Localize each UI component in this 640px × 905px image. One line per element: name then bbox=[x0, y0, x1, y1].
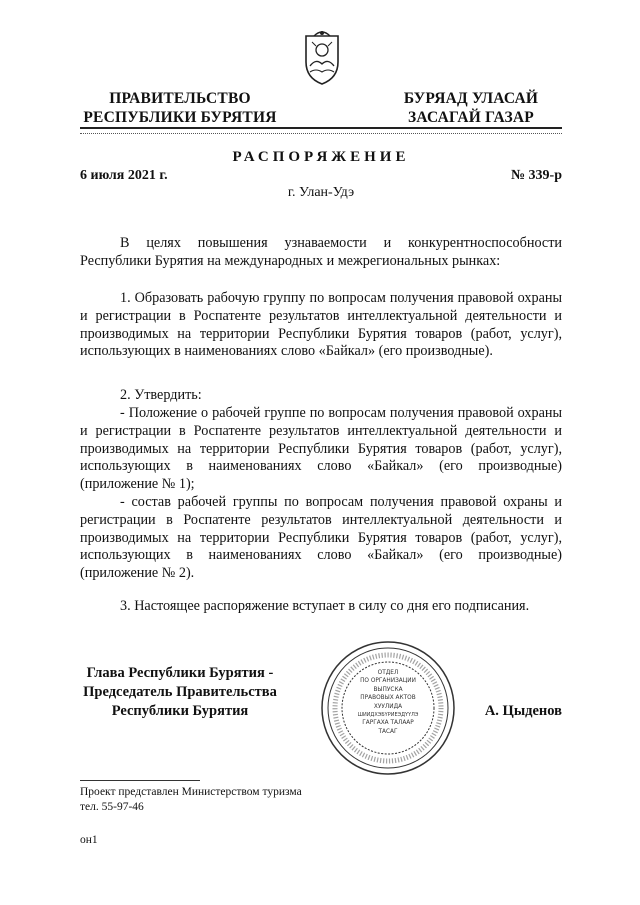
footer-phone: тел. 55-97-46 bbox=[80, 801, 144, 813]
signatory-name: А. Цыденов bbox=[484, 703, 562, 719]
signatory-title bbox=[80, 664, 280, 721]
stamp-line: ГАРГАХА ТАЛААР bbox=[362, 720, 414, 727]
org-name-ru-line2: РЕСПУБЛИКИ БУРЯТИЯ bbox=[83, 109, 277, 126]
item-2-heading: 2. Утвердить: bbox=[120, 387, 202, 403]
document-date: 6 июля 2021 г. bbox=[80, 168, 168, 183]
header-dotted-rule bbox=[80, 133, 562, 134]
header-left bbox=[80, 89, 280, 127]
footer-rule bbox=[80, 780, 200, 781]
footer-block bbox=[80, 785, 480, 815]
item-2-subitem-a: - Положение о рабочей группе по вопросам получения правовой охраны и регистрации в Роспатенте результатов интеллектуальной деятельности и производимых на территории Республики Бурятия товаров (работ, услуг), использующих в наименованиях слово «Байкал» (его производные) (приложение № 1); bbox=[80, 405, 562, 493]
stamp-line: ШИИДХЭБҮРИЕЭДҮҮЛЭ bbox=[357, 712, 419, 719]
footer-project-note: Проект представлен Министерством туризма bbox=[80, 786, 302, 798]
stamp-line: ПРАВОВЫХ АКТОВ bbox=[360, 695, 416, 702]
org-name-ru-line1: ПРАВИТЕЛЬСТВО bbox=[109, 90, 251, 107]
signatory-title-line2: Председатель Правительства bbox=[83, 684, 277, 700]
stamp-line: ОТДЕЛ bbox=[377, 670, 399, 676]
header-right bbox=[380, 89, 562, 127]
item-3-paragraph: 3. Настоящее распоряжение вступает в силу со дня его подписания. bbox=[120, 598, 530, 614]
stamp-line: ПО ОРГАНИЗАЦИИ bbox=[360, 678, 416, 685]
stamp-line: ВЫПУСКА bbox=[373, 686, 403, 693]
document-type-title: РАСПОРЯЖЕНИЕ bbox=[232, 149, 410, 165]
stamp-inner-text bbox=[348, 669, 428, 736]
preamble-paragraph: В целях повышения узнаваемости и конкурентноспособности Республики Бурятия на международных и межрегиональных рынках: bbox=[80, 235, 562, 269]
header-rule bbox=[80, 127, 562, 129]
signatory-title-line3: Республики Бурятия bbox=[111, 703, 249, 719]
item-2-subitem-b: - состав рабочей группы по вопросам получения правовой охраны и регистрации в Роспатенте результатов интеллектуальной деятельности и производимых на территории Республики Бурятия товаров (работ, услуг), использующих в наименованиях слово «Байкал» (его производные) (приложение № 2). bbox=[80, 494, 562, 582]
stamp-line: ХУУЛИДА bbox=[373, 703, 403, 710]
footer-code: он1 bbox=[80, 834, 98, 846]
coat-of-arms-icon bbox=[302, 28, 342, 86]
document-city: г. Улан-Удэ bbox=[287, 185, 355, 200]
document-number: № 339-р bbox=[510, 168, 562, 183]
org-name-bua-line2: ЗАСАГАЙ ГАЗАР bbox=[408, 109, 534, 126]
item-1-paragraph: 1. Образовать рабочую группу по вопросам получения правовой охраны и регистрации в Роспатенте результатов интеллектуальной деятельности и производимых на территории Республики Бурятия товаров (работ, услуг), использующих в наименованиях слово «Байкал» (его производные). bbox=[80, 290, 562, 360]
signatory-title-line1: Глава Республики Бурятия - bbox=[86, 665, 274, 681]
org-name-bua-line1: БУРЯАД УЛАСАЙ bbox=[403, 90, 539, 107]
stamp-line: ТАСАГ bbox=[378, 728, 398, 735]
official-stamp bbox=[320, 640, 456, 776]
